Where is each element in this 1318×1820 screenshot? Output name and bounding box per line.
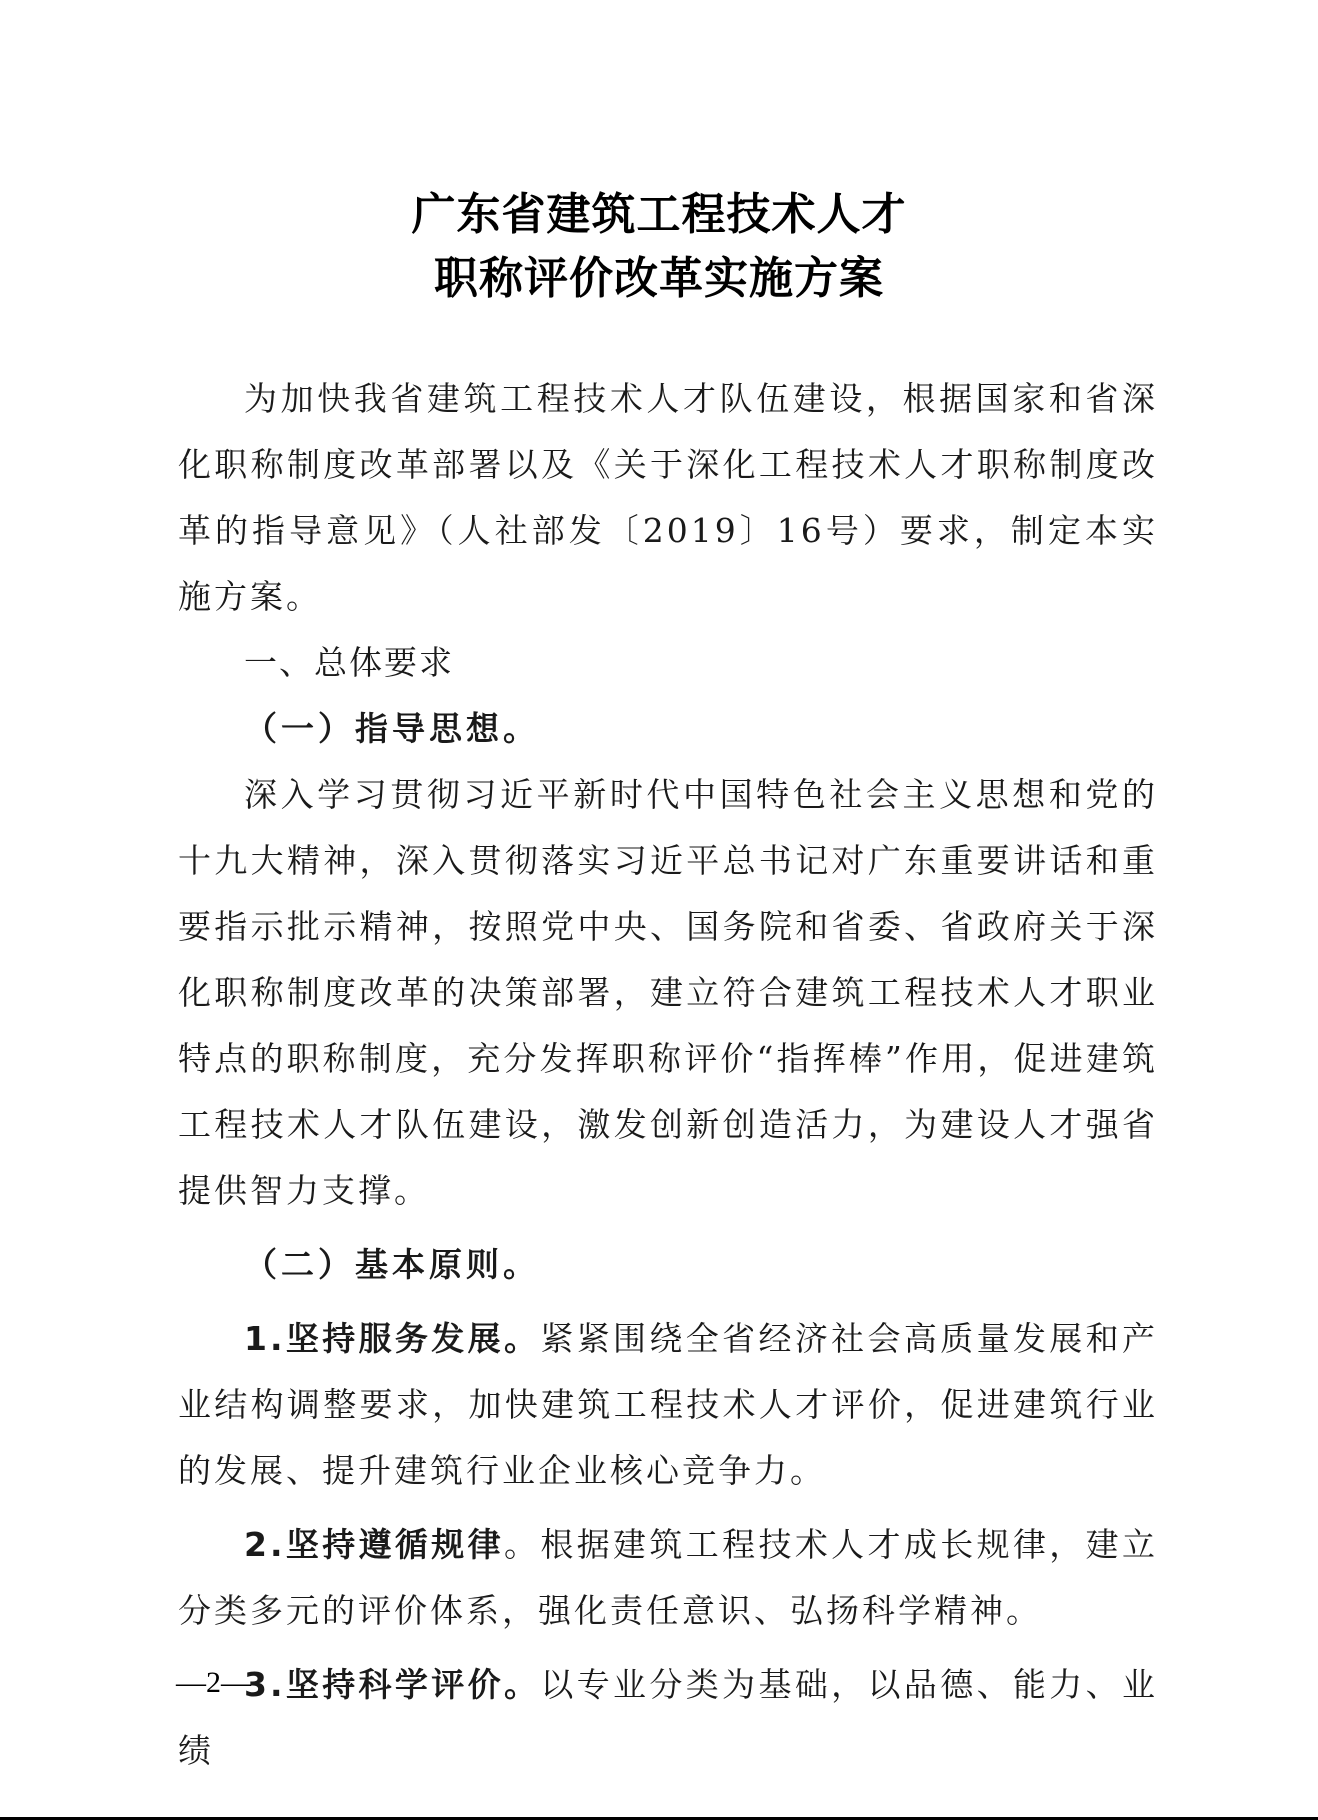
principle-body: 。根据建筑工程技术人才成长规律，建立分类多元的评价体系，强化责任意识、弘扬科学精神。 (178, 1525, 1159, 1630)
principle-body: 以专业分类为基础，以品德、能力、业绩 (178, 1665, 1159, 1770)
principle-item (178, 1652, 1158, 1784)
page-number: —2— (176, 1666, 251, 1699)
guiding-ideology-paragraph: 深入学习贯彻习近平新时代中国特色社会主义思想和党的十九大精神，深入贯彻落实习近平总书记对广东重要讲话和重要指示批示精神，按照党中央、国务院和省委、省政府关于深化职称制度改革的决策部署，建立符合建筑工程技术人才职业特点的职称制度，充分发挥职称评价“指挥棒”作用，促进建筑工程技术人才队伍建设，激发创新创造活力，为建设人才强省提供智力支撑。 (178, 775, 1158, 1210)
principle-body: 紧紧围绕全省经济社会高质量发展和产业结构调整要求，加快建筑工程技术人才评价，促进建筑行业的发展、提升建筑行业企业核心竞争力。 (178, 1319, 1159, 1490)
section-heading-overall-requirements: 一、总体要求 (244, 643, 454, 682)
document-title-line-2: 职称评价改革实施方案 (434, 253, 884, 304)
principle-item (178, 1512, 1158, 1644)
subheading-guiding-ideology: （一）指导思想。 (244, 709, 540, 748)
principle-lead: 2.坚持遵循规律 (244, 1525, 504, 1564)
principle-item (178, 1306, 1158, 1504)
document-body (178, 366, 1158, 1784)
subheading-basic-principles: （二）基本原则。 (244, 1245, 540, 1284)
principle-lead: 3.坚持科学评价。 (244, 1665, 541, 1704)
intro-paragraph: 为加快我省建筑工程技术人才队伍建设，根据国家和省深化职称制度改革部署以及《关于深化工程技术人才职称制度改革的指导意见》（人社部发〔2019〕16号）要求，制定本实施方案。 (178, 379, 1158, 616)
principle-lead: 1.坚持服务发展。 (244, 1319, 541, 1358)
document-title-line-1: 广东省建筑工程技术人才 (411, 189, 907, 240)
